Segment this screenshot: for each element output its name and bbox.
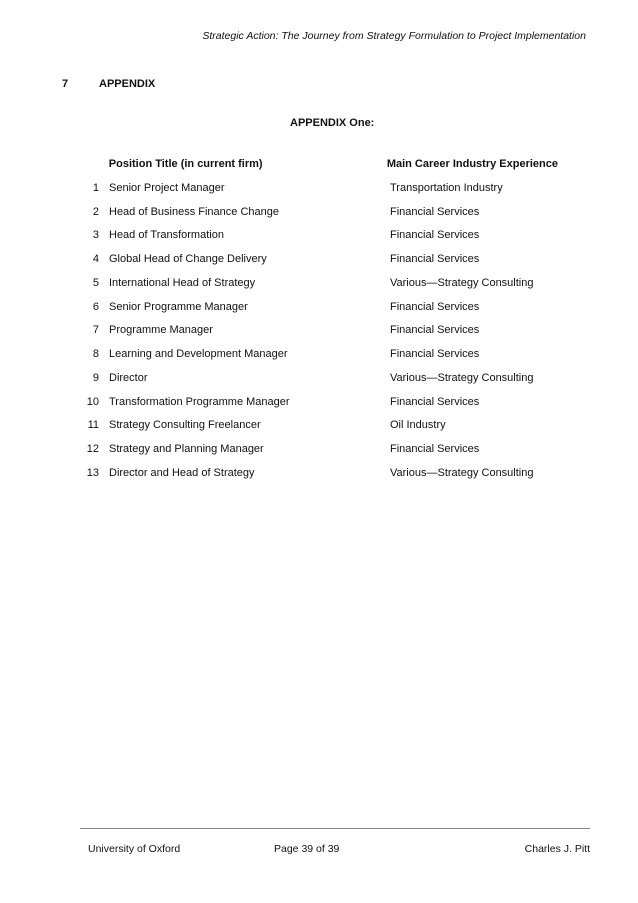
row-industry: Financial Services [390, 300, 480, 313]
section-title: APPENDIX [99, 78, 156, 90]
row-number: 8 [92, 348, 99, 361]
row-industry: Transportation Industry [390, 181, 503, 194]
row-number: 12 [86, 443, 99, 456]
row-number: 6 [92, 300, 99, 313]
table-row [78, 366, 558, 390]
row-position: Senior Programme Manager [109, 300, 248, 313]
header-position: Position Title (in current firm) [108, 158, 263, 170]
row-position: Director and Head of Strategy [109, 466, 255, 479]
row-number: 3 [92, 229, 99, 242]
row-number: 5 [92, 276, 99, 289]
table-row [78, 176, 558, 200]
row-industry: Various—Strategy Consulting [390, 276, 534, 289]
table-row [78, 461, 558, 485]
row-industry: Financial Services [390, 348, 480, 361]
running-header: Strategic Action: The Journey from Strategy Formulation to Project Implementation [202, 30, 586, 42]
table-row [78, 200, 558, 224]
section-number: 7 [62, 78, 69, 90]
appendix-table [78, 152, 558, 485]
table-row [78, 390, 558, 414]
header-industry: Main Career Industry Experience [386, 158, 558, 170]
row-number: 1 [92, 181, 99, 194]
row-industry: Financial Services [390, 395, 480, 408]
row-position: Strategy Consulting Freelancer [109, 419, 261, 432]
row-position: Strategy and Planning Manager [109, 443, 264, 456]
row-position: Learning and Development Manager [109, 348, 288, 361]
row-number: 10 [86, 395, 99, 408]
table-row [78, 342, 558, 366]
row-number: 13 [86, 466, 99, 479]
table-row [78, 247, 558, 271]
footer-divider [80, 828, 590, 829]
row-industry: Financial Services [390, 253, 480, 266]
table-row [78, 437, 558, 461]
row-number: 11 [87, 419, 99, 432]
row-position: Head of Transformation [109, 229, 224, 242]
row-industry: Financial Services [390, 324, 480, 337]
row-industry: Various—Strategy Consulting [390, 466, 534, 479]
section-heading [62, 78, 155, 90]
row-number: 4 [92, 253, 99, 266]
row-position: Transformation Programme Manager [109, 395, 290, 408]
table-row [78, 271, 558, 295]
row-number: 9 [92, 371, 99, 384]
footer-author: Charles J. Pitt [524, 843, 590, 855]
row-industry: Financial Services [390, 443, 480, 456]
table-header-row [78, 152, 558, 176]
table-row [78, 319, 558, 343]
row-position: Director [109, 371, 148, 384]
row-industry: Financial Services [390, 229, 480, 242]
row-number: 7 [92, 324, 99, 337]
row-number: 2 [92, 205, 99, 218]
row-industry: Financial Services [390, 205, 480, 218]
table-row [78, 414, 558, 438]
row-position: Programme Manager [109, 324, 213, 337]
footer-page-number: Page 39 of 39 [274, 843, 340, 855]
appendix-title: APPENDIX One: [290, 117, 375, 129]
footer-institution: University of Oxford [88, 843, 181, 855]
row-position: Head of Business Finance Change [109, 205, 279, 218]
table-row [78, 224, 558, 248]
row-position: International Head of Strategy [109, 276, 256, 289]
row-industry: Oil Industry [390, 419, 446, 432]
table-row [78, 295, 558, 319]
row-position: Senior Project Manager [109, 181, 225, 194]
row-position: Global Head of Change Delivery [109, 253, 267, 266]
row-industry: Various—Strategy Consulting [390, 371, 534, 384]
